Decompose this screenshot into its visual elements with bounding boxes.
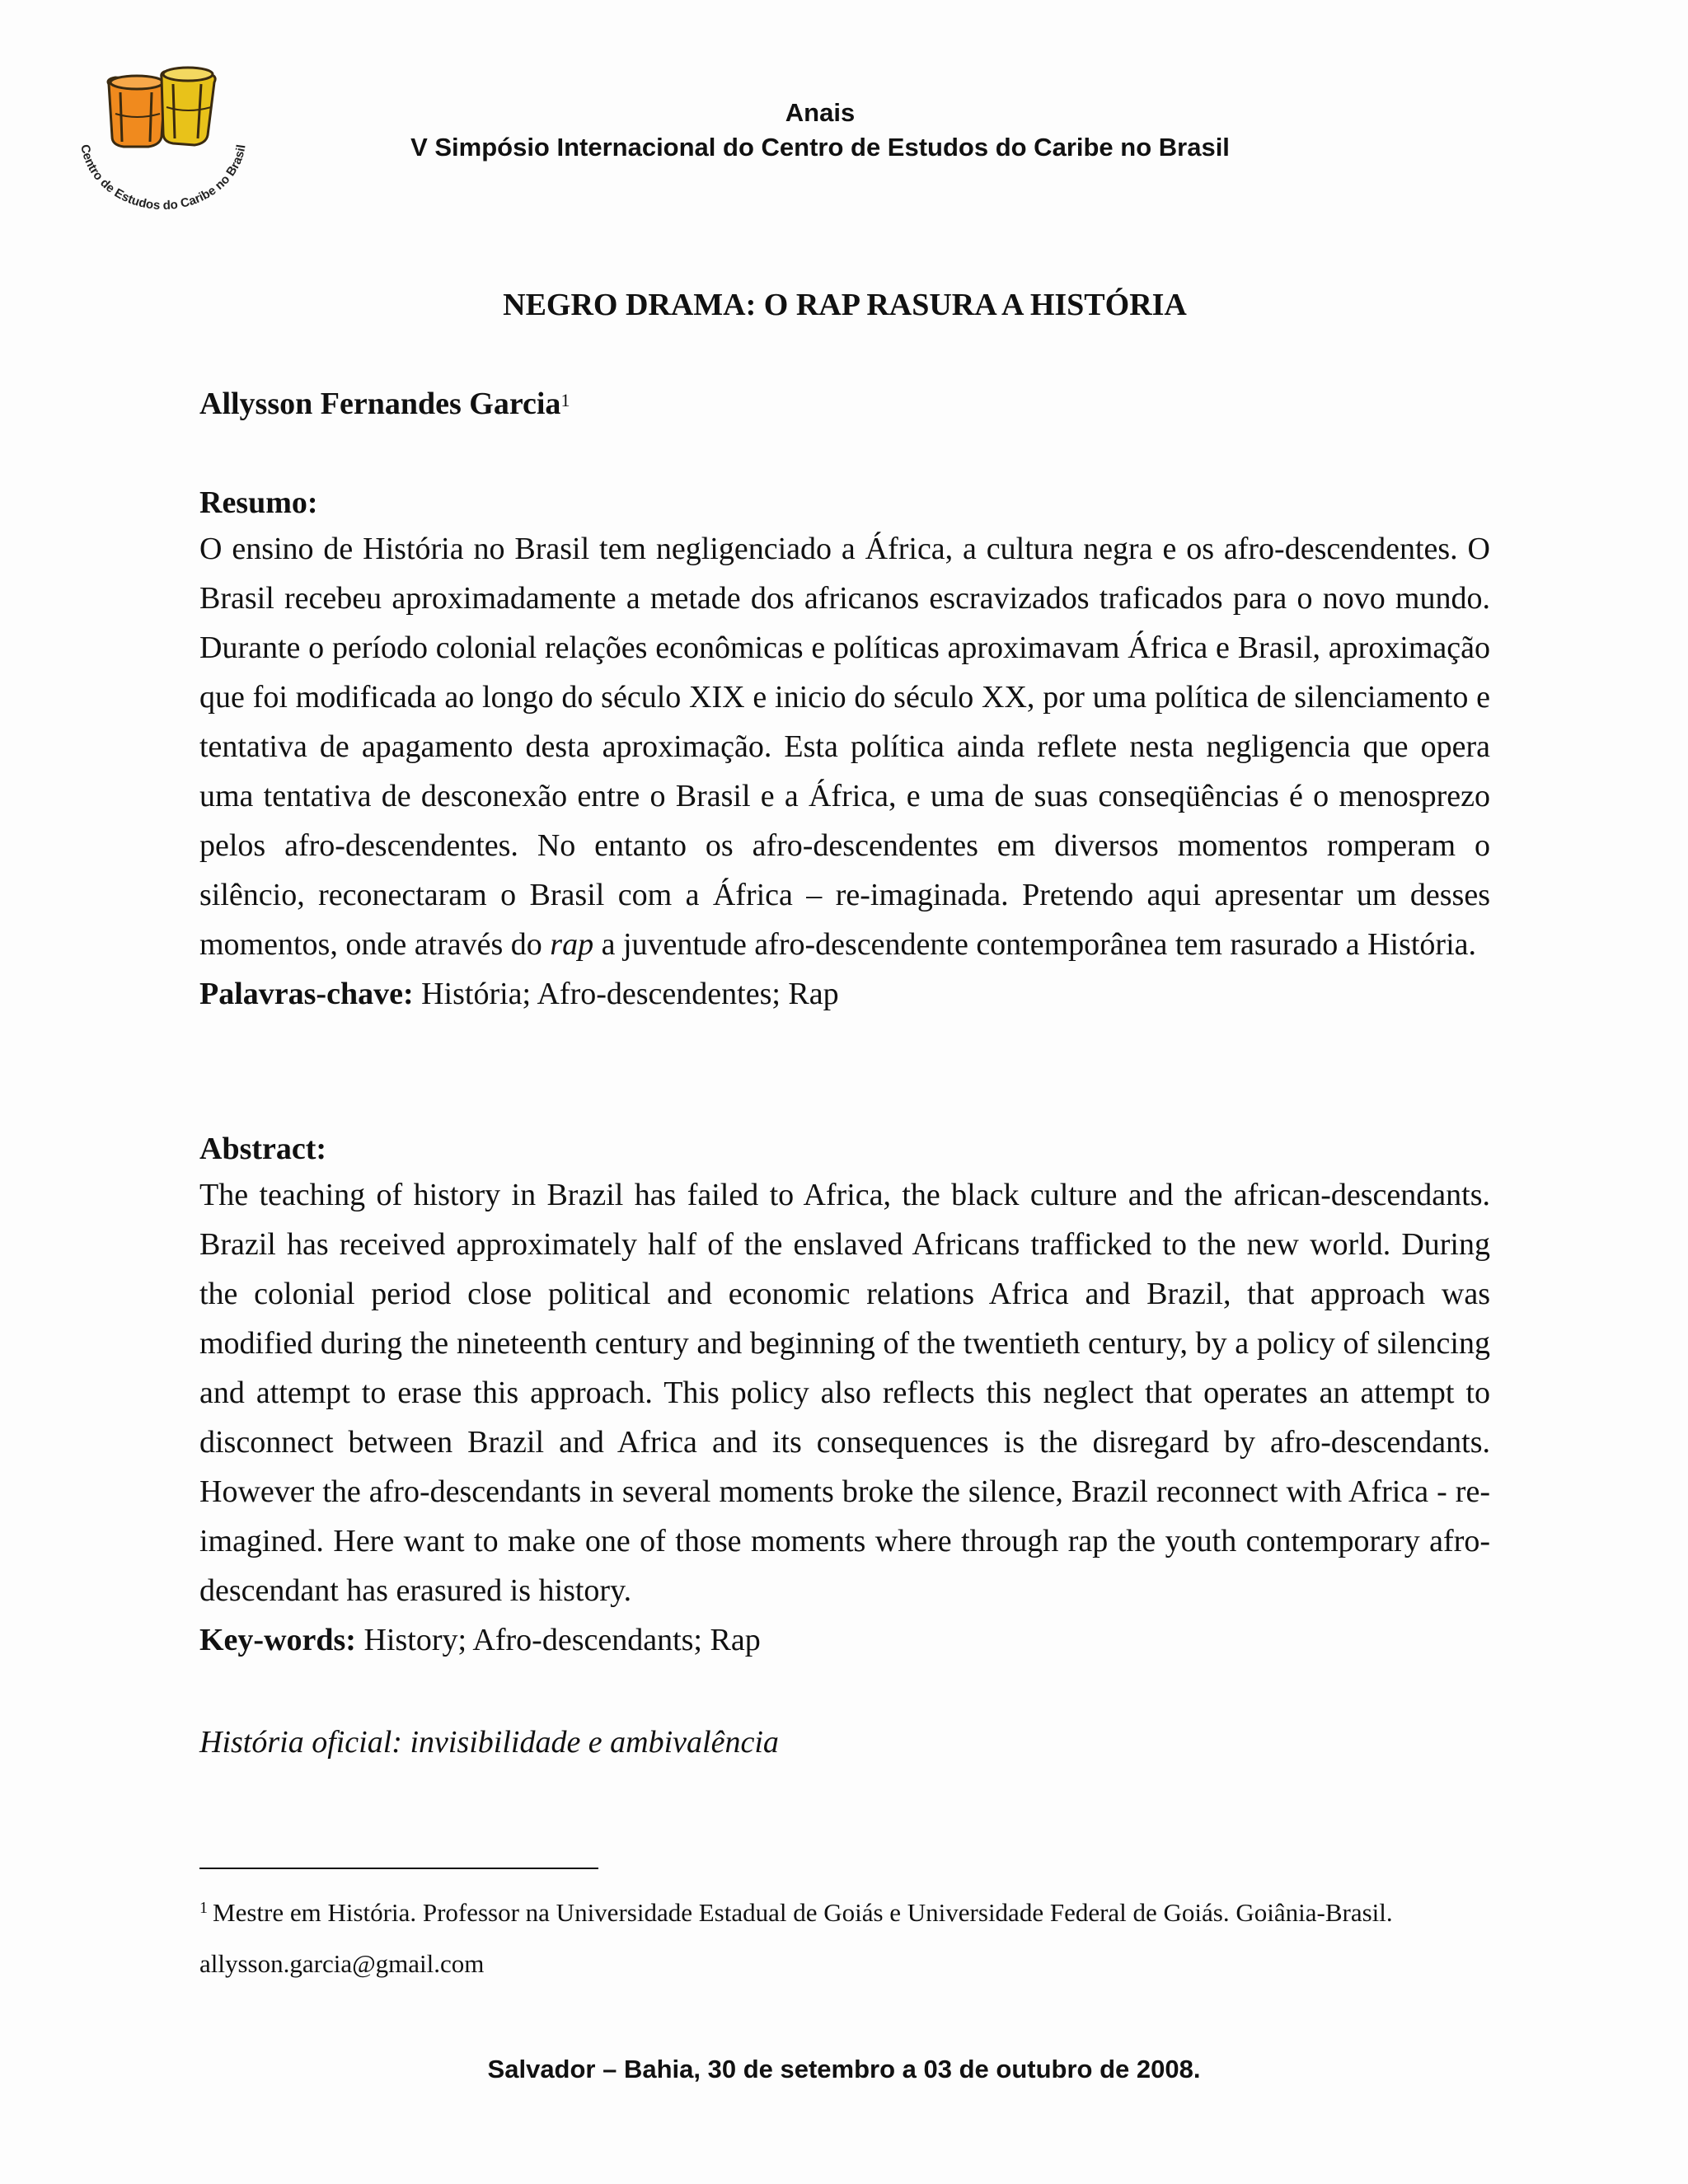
running-header	[247, 96, 1393, 165]
drum-right-icon	[162, 68, 215, 145]
resumo-heading: Resumo:	[199, 485, 318, 520]
article-title: NEGRO DRAMA: O RAP RASURA A HISTÓRIA	[503, 288, 1187, 322]
author-footnote-mark[interactable]: 1	[560, 390, 570, 410]
resumo-section	[199, 481, 1490, 1019]
resumo-keywords	[199, 969, 1490, 1019]
running-footer: Salvador – Bahia, 30 de setembro a 03 de outubro de 2008.	[487, 2055, 1201, 2083]
footnote-line-1	[199, 1887, 1502, 1938]
footnote	[199, 1887, 1502, 1990]
conference-logo	[69, 59, 256, 221]
abstract-paragraph: The teaching of history in Brazil has failed to Africa, the black culture and the african-descendants. Brazil has received approximately half of the enslaved Africans trafficked to the new world. During the colonial period close political and economic relations Africa and Brazil, that approach was modified during the nineteenth century and beginning of the twentieth century, by a policy of silencing and attempt to erase this approach. This policy also reflects this neglect that operates an attempt to disconnect between Brazil and Africa and its consequences is the disregard by afro-descendants. However the afro-descendants in several moments broke the silence, Brazil reconnect with Africa - re-imagined. Here want to make one of those moments where through rap the youth contemporary afro-descendant has erasured is history.	[199, 1178, 1490, 1608]
resumo-paragraph	[199, 524, 1490, 969]
drums-logo-icon	[69, 59, 256, 221]
abstract-keywords-label: Key-words:	[199, 1623, 356, 1657]
author-name-text: Allysson Fernandes Garcia	[199, 387, 561, 421]
resumo-text-part2: a juventude afro-descendente contemporânea tem rasurado a História.	[601, 927, 1477, 962]
logo-curved-text: Centro de Estudos do Caribe no Brasil	[77, 143, 249, 213]
footnote-mark: 1	[199, 1899, 208, 1917]
footnote-divider	[199, 1868, 598, 1869]
resumo-keywords-label: Palavras-chave:	[199, 977, 414, 1011]
author-name	[199, 382, 570, 425]
drum-left-icon	[108, 76, 166, 147]
abstract-keywords	[199, 1615, 1490, 1665]
header-line-symposium: V Simpósio Internacional do Centro de Estudos do Caribe no Brasil	[410, 133, 1230, 162]
section-heading: História oficial: invisibilidade e ambivalência	[199, 1725, 779, 1760]
resumo-text-part1: O ensino de História no Brasil tem negligenciado a África, a cultura negra e os afro-descendentes. O Brasil recebeu aproximadamente a metade dos africanos escravizados traficados para o novo mundo. Durante o período colonial relações econômicas e políticas aproximavam África e Brasil, aproximação que foi modificada ao longo do século XIX e inicio do século XX, por uma política de silenciamento e tentativa de apagamento desta aproximação. Esta política ainda reflete nesta negligencia que opera uma tentativa de desconexão entre o Brasil e a África, e uma de suas conseqüências é o menosprezo pelos afro-descendentes. No entanto os afro-descendentes em diversos momentos romperam o silêncio, reconectaram o Brasil com a África – re-imaginada. Pretendo aqui apresentar um desses momentos, onde através do	[199, 532, 1490, 962]
footnote-email[interactable]: allysson.garcia@gmail.com	[199, 1949, 485, 1978]
header-line-anais: Anais	[785, 98, 856, 127]
resumo-text-italic: rap	[550, 927, 594, 962]
resumo-keywords-value: História; Afro-descendentes; Rap	[421, 977, 839, 1011]
abstract-section	[199, 1127, 1490, 1665]
footnote-text: Mestre em História. Professor na Universidade Estadual de Goiás e Universidade Federal de Goiás. Goiânia-Brasil.	[213, 1898, 1393, 1927]
abstract-keywords-value: History; Afro-descendants; Rap	[363, 1623, 761, 1657]
abstract-heading: Abstract:	[199, 1132, 327, 1166]
